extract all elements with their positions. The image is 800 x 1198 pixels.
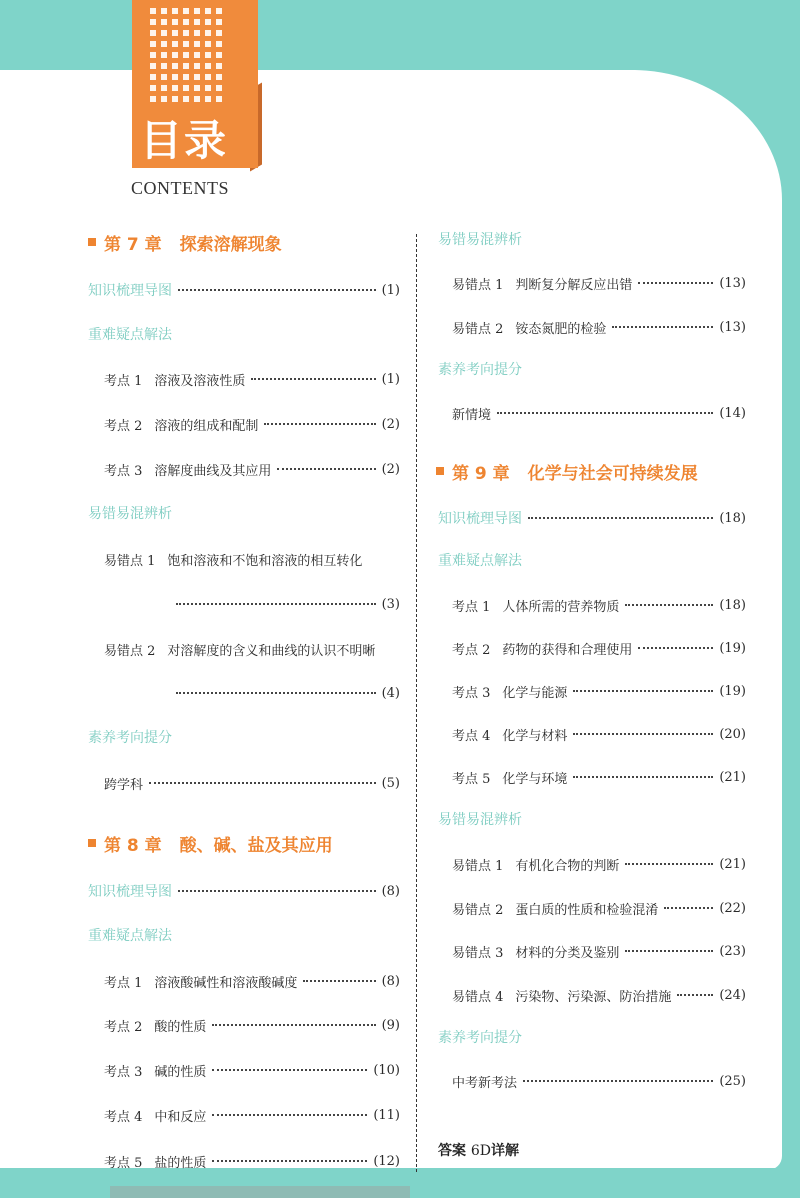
dot-leader [573, 776, 713, 778]
chapter-number: 第 8 章 [104, 835, 162, 856]
entry-label: 新情境 [452, 407, 492, 423]
entry-label: 盐的性质 [154, 1155, 207, 1171]
dot-leader [303, 980, 375, 982]
entry-tag: 易错点 1 [452, 858, 504, 874]
toc-entry[interactable] [452, 273, 746, 293]
entry-tag: 考点 3 [104, 1064, 143, 1080]
entry-page: (1) [381, 371, 400, 387]
entry-label: 溶解度曲线及其应用 [154, 463, 272, 479]
entry-label: 溶液及溶液性质 [154, 373, 246, 389]
entry-page: (21) [719, 856, 746, 872]
entry-label: 溶液的组成和配制 [154, 418, 259, 434]
toc-entry[interactable] [452, 941, 746, 961]
toc-entry[interactable] [452, 1071, 746, 1091]
entry-page: (13) [719, 275, 746, 291]
chapter-title: 酸、碱、盐及其应用 [179, 835, 333, 856]
entry-label: 对溶解度的含义和曲线的认识不明晰 [167, 643, 376, 659]
section-heading: 素养考向提分 [88, 730, 172, 746]
entry-label: 中和反应 [154, 1109, 207, 1125]
toc-entry[interactable] [104, 549, 400, 569]
entry-label: 材料的分类及鉴别 [515, 945, 620, 961]
section-heading: 易错易混辨析 [438, 232, 522, 248]
entry-page: (11) [373, 1107, 400, 1123]
toc-entry-knowledge-map[interactable] [438, 508, 746, 528]
toc-entry[interactable] [104, 414, 400, 434]
toc-entry[interactable] [452, 403, 746, 423]
entry-page: (19) [719, 683, 746, 699]
toc-entry[interactable] [104, 1060, 400, 1080]
dot-leader [664, 907, 713, 909]
entry-tag: 考点 4 [104, 1109, 143, 1125]
entry-page: (4) [381, 685, 400, 701]
entry-tag: 考点 3 [452, 685, 491, 701]
chapter-bullet-icon [88, 238, 96, 246]
entry-label: 化学与材料 [502, 728, 568, 744]
entry-label: 饱和溶液和不饱和溶液的相互转化 [167, 553, 363, 569]
toc-entry[interactable] [104, 1151, 400, 1171]
decorative-dot-pattern [150, 8, 222, 118]
toc-entry[interactable] [452, 595, 746, 615]
page-title: 目录 [140, 116, 229, 165]
entry-page: (2) [381, 416, 400, 432]
entry-tag: 考点 2 [452, 642, 491, 658]
dot-leader [251, 378, 375, 380]
toc-entry[interactable] [452, 985, 746, 1005]
dot-leader [677, 994, 713, 996]
entry-tag: 易错点 2 [452, 321, 504, 337]
entry-tag: 易错点 4 [452, 989, 504, 1005]
entry-tag: 易错点 2 [104, 643, 156, 659]
dot-leader [528, 517, 713, 519]
chapter-title: 探索溶解现象 [179, 234, 282, 255]
entry-page: (12) [373, 1153, 400, 1169]
dot-leader [638, 282, 713, 284]
dot-leader [176, 603, 376, 605]
dot-leader [212, 1069, 367, 1071]
entry-page: (25) [719, 1073, 746, 1089]
entry-page: (22) [719, 900, 746, 916]
chapter-bullet-icon [436, 467, 444, 475]
toc-entry[interactable] [452, 854, 746, 874]
dot-leader [497, 412, 713, 414]
entry-label: 铵态氮肥的检验 [515, 321, 607, 337]
entry-page: (14) [719, 405, 746, 421]
chapter-number: 第 7 章 [104, 234, 162, 255]
entry-label: 溶液酸碱性和溶液酸碱度 [154, 975, 298, 991]
entry-page: (21) [719, 769, 746, 785]
toc-entry[interactable] [104, 1015, 400, 1035]
section-heading: 重难疑点解法 [438, 553, 522, 569]
answer-section-label[interactable] [438, 1140, 519, 1160]
dot-leader [277, 468, 375, 470]
dot-leader [625, 950, 713, 952]
entry-tag: 考点 1 [452, 599, 491, 615]
entry-page: (20) [719, 726, 746, 742]
entry-tag: 考点 2 [104, 418, 143, 434]
entry-page: (3) [381, 596, 400, 612]
entry-page: (19) [719, 640, 746, 656]
entry-label: 知识梳理导图 [438, 511, 522, 527]
toc-entry[interactable] [452, 638, 746, 658]
dot-leader [625, 604, 713, 606]
entry-tag: 考点 5 [104, 1155, 143, 1171]
entry-label: 人体所需的营养物质 [502, 599, 620, 615]
dot-leader [149, 782, 376, 784]
entry-page: (18) [719, 597, 746, 613]
answer-label-code: 6D [470, 1143, 492, 1159]
section-heading: 易错易混辨析 [88, 506, 172, 522]
entry-page: (2) [381, 461, 400, 477]
column-divider [416, 234, 417, 1172]
entry-page: (1) [381, 282, 400, 298]
entry-page: (8) [381, 883, 400, 899]
dot-leader [264, 423, 375, 425]
entry-page: (13) [719, 319, 746, 335]
dot-leader [212, 1160, 367, 1162]
chapter-heading-9[interactable] [436, 458, 698, 484]
section-heading: 素养考向提分 [438, 362, 522, 378]
chapter-heading-7[interactable] [88, 229, 282, 255]
toc-entry-knowledge-map[interactable] [88, 280, 400, 300]
toc-entry[interactable] [452, 767, 746, 787]
chapter-number: 第 9 章 [452, 463, 510, 484]
entry-label: 知识梳理导图 [88, 283, 172, 299]
section-heading: 易错易混辨析 [438, 812, 522, 828]
dot-leader [176, 692, 376, 694]
dot-leader [638, 647, 713, 649]
dot-leader [612, 326, 713, 328]
toc-entry[interactable] [104, 459, 400, 479]
entry-tag: 考点 1 [104, 975, 143, 991]
section-heading: 重难疑点解法 [88, 327, 172, 343]
entry-label: 碱的性质 [154, 1064, 207, 1080]
toc-entry[interactable] [452, 724, 746, 744]
entry-tag: 易错点 1 [452, 277, 504, 293]
toc-entry[interactable] [104, 639, 400, 659]
entry-label: 污染物、污染源、防治措施 [515, 989, 672, 1005]
entry-page: (23) [719, 943, 746, 959]
entry-label: 化学与环境 [502, 771, 568, 787]
entry-page: (8) [381, 973, 400, 989]
bottom-band [110, 1186, 410, 1198]
entry-tag: 考点 4 [452, 728, 491, 744]
answer-label-prefix: 答案 [438, 1143, 466, 1159]
dot-leader [212, 1114, 367, 1116]
chapter-heading-8[interactable] [88, 830, 333, 856]
entry-tag: 易错点 1 [104, 553, 156, 569]
dot-leader [178, 289, 376, 291]
toc-entry[interactable] [104, 971, 400, 991]
toc-entry[interactable] [452, 898, 746, 918]
entry-tag: 考点 2 [104, 1019, 143, 1035]
toc-entry-continuation[interactable] [176, 594, 400, 614]
entry-label: 中考新考法 [452, 1075, 518, 1091]
toc-entry[interactable] [104, 1105, 400, 1125]
toc-entry[interactable] [104, 773, 400, 793]
answer-label-suffix: 详解 [491, 1143, 520, 1159]
entry-tag: 考点 3 [104, 463, 143, 479]
entry-label: 有机化合物的判断 [515, 858, 620, 874]
entry-label: 酸的性质 [154, 1019, 207, 1035]
entry-label: 药物的获得和合理使用 [502, 642, 633, 658]
entry-tag: 考点 1 [104, 373, 143, 389]
entry-label: 蛋白质的性质和检验混淆 [515, 902, 659, 918]
entry-label: 判断复分解反应出错 [515, 277, 633, 293]
toc-entry[interactable] [452, 317, 746, 337]
toc-entry[interactable] [104, 369, 400, 389]
dot-leader [523, 1080, 713, 1082]
entry-label: 跨学科 [104, 777, 144, 793]
entry-page: (10) [373, 1062, 400, 1078]
toc-entry[interactable] [452, 681, 746, 701]
dot-leader [573, 690, 713, 692]
entry-page: (18) [719, 510, 746, 526]
entry-tag: 易错点 3 [452, 945, 504, 961]
toc-entry-knowledge-map[interactable] [88, 881, 400, 901]
entry-tag: 易错点 2 [452, 902, 504, 918]
dot-leader [625, 863, 713, 865]
entry-page: (9) [381, 1017, 400, 1033]
entry-tag: 考点 5 [452, 771, 491, 787]
page-subtitle: CONTENTS [131, 178, 229, 198]
entry-page: (5) [381, 775, 400, 791]
entry-label: 化学与能源 [502, 685, 568, 701]
section-heading: 重难疑点解法 [88, 928, 172, 944]
toc-entry-continuation[interactable] [176, 683, 400, 703]
dot-leader [178, 890, 376, 892]
entry-label: 知识梳理导图 [88, 884, 172, 900]
section-heading: 素养考向提分 [438, 1030, 522, 1046]
chapter-title: 化学与社会可持续发展 [527, 463, 698, 484]
entry-page: (24) [719, 987, 746, 1003]
dot-leader [212, 1024, 375, 1026]
chapter-bullet-icon [88, 839, 96, 847]
dot-leader [573, 733, 713, 735]
